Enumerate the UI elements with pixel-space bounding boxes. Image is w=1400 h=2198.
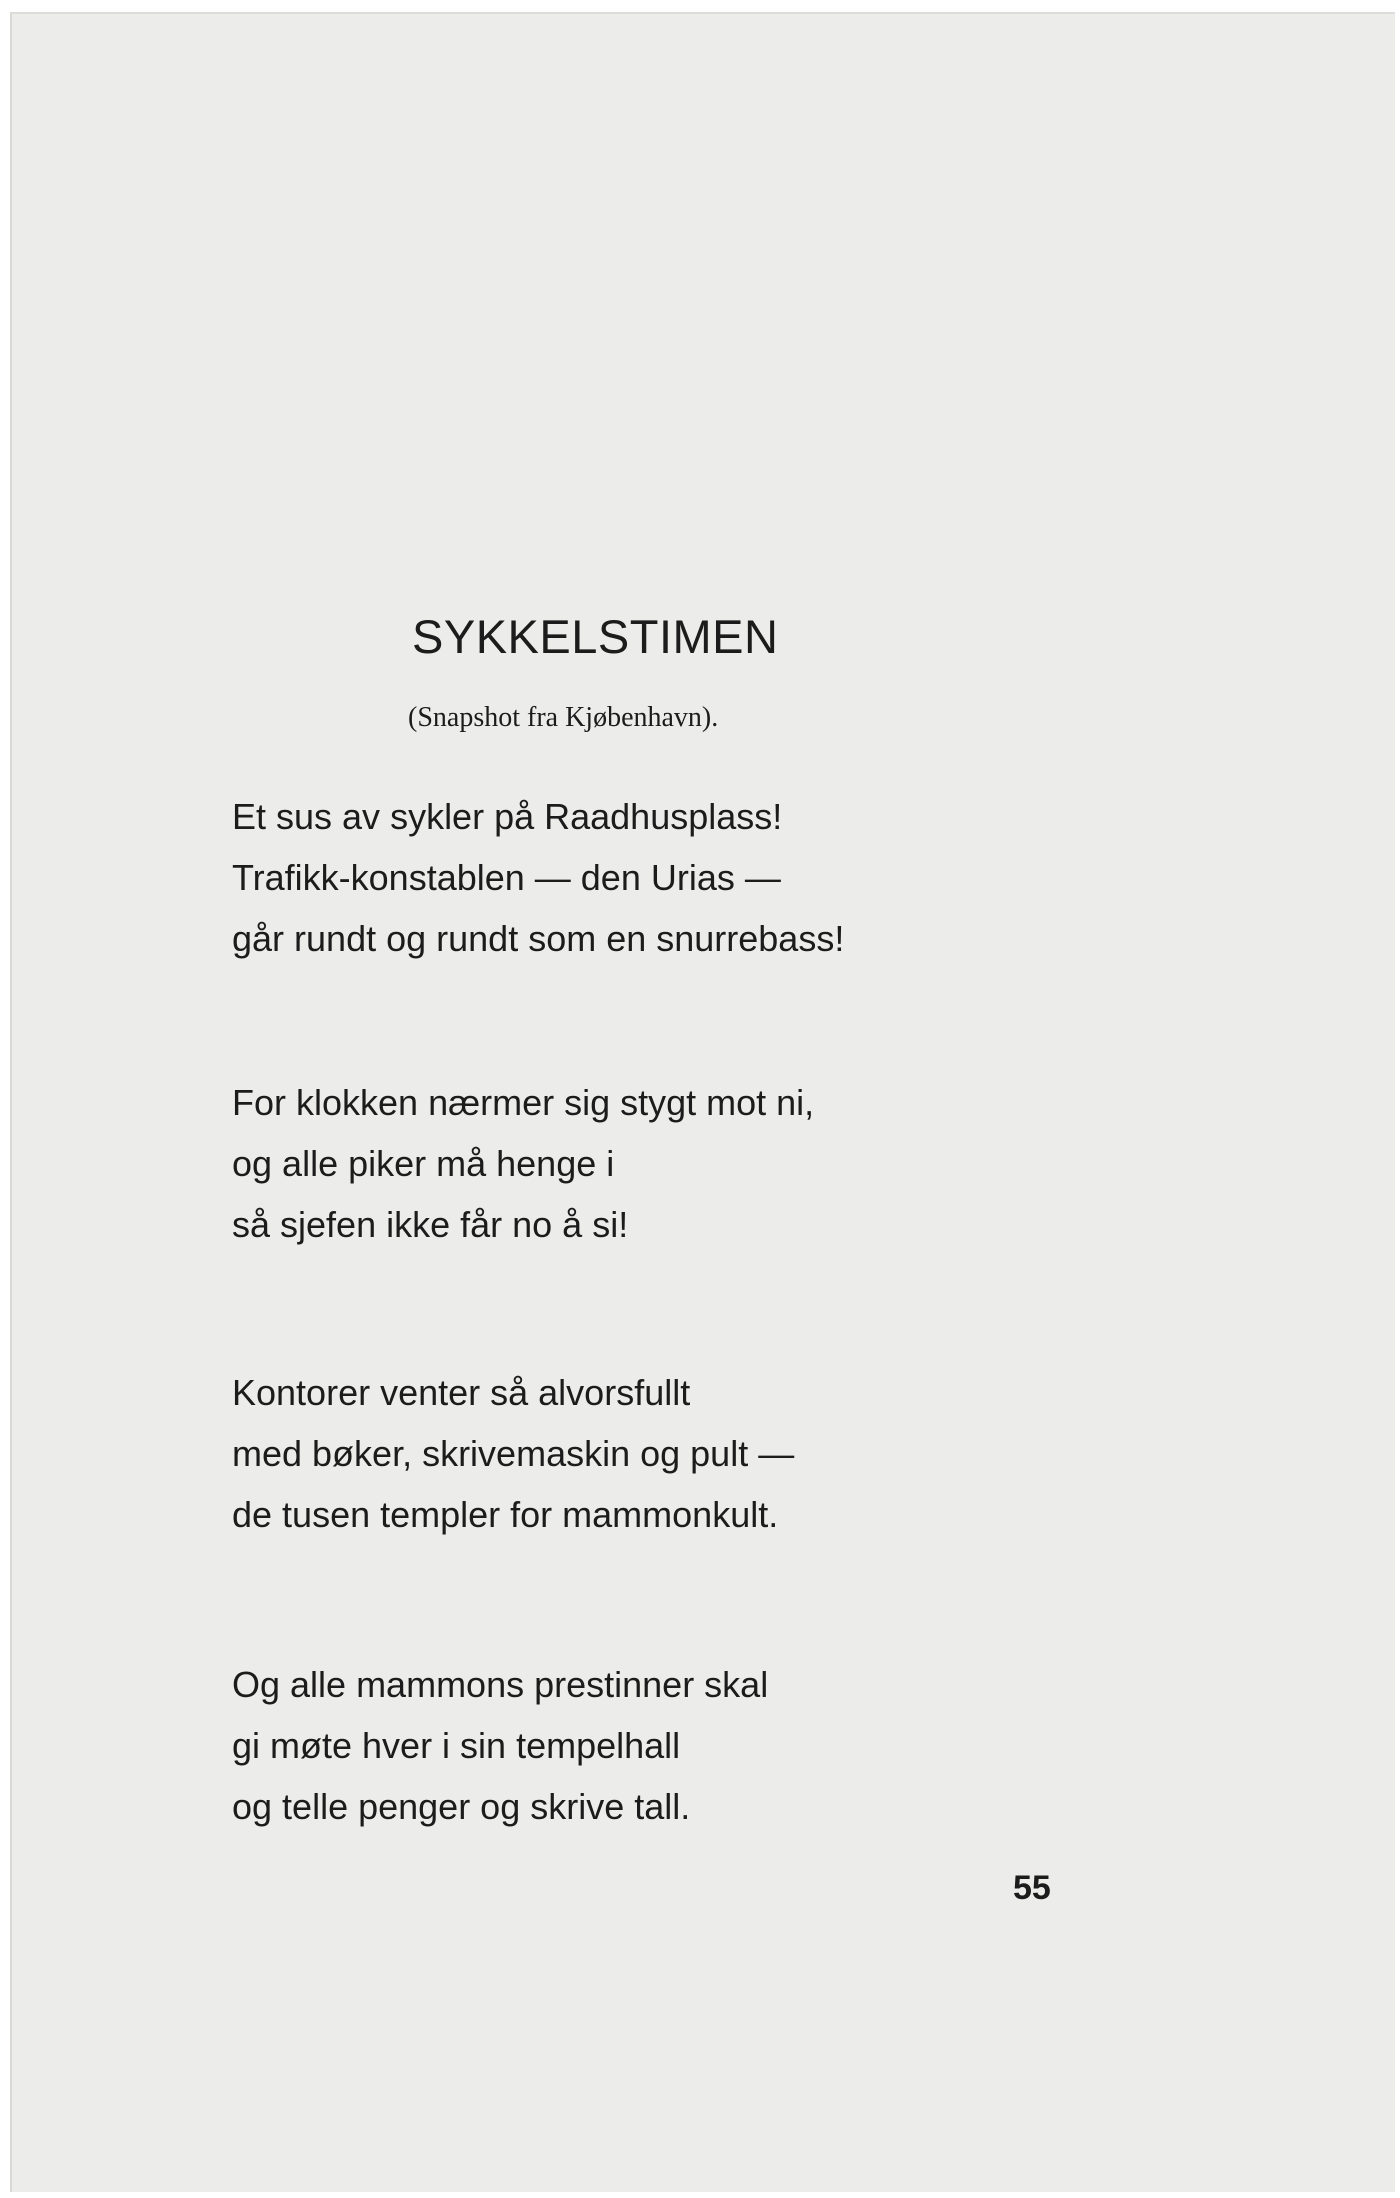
- stanza-3: [232, 1362, 794, 1545]
- verse-line: Trafikk-konstablen — den Urias —: [232, 857, 781, 898]
- verse-line: Kontorer venter så alvorsfullt: [232, 1372, 691, 1413]
- stanza-2: [232, 1072, 814, 1255]
- stanza-1: [232, 786, 844, 969]
- poem-title: SYKKELSTIMEN: [412, 610, 779, 663]
- stanza-4: [232, 1654, 768, 1837]
- verse-line: Og alle mammons prestinner skal: [232, 1664, 769, 1705]
- verse-line: så sjefen ikke får no å si!: [232, 1204, 629, 1245]
- page-number: 55: [1013, 1869, 1051, 1907]
- poem-subtitle: (Snapshot fra Kjøbenhavn).: [408, 702, 719, 733]
- verse-line: Et sus av sykler på Raadhusplass!: [232, 796, 783, 837]
- verse-line: og alle piker må henge i: [232, 1143, 615, 1184]
- verse-line: de tusen templer for mammonkult.: [232, 1494, 779, 1535]
- book-page: [10, 12, 1395, 2192]
- verse-line: gi møte hver i sin tempelhall: [232, 1725, 681, 1766]
- verse-line: går rundt og rundt som en snurrebass!: [232, 918, 845, 959]
- verse-line: For klokken nærmer sig stygt mot ni,: [232, 1082, 815, 1123]
- verse-line: og telle penger og skrive tall.: [232, 1786, 691, 1827]
- verse-line: med bøker, skrivemaskin og pult —: [232, 1433, 795, 1474]
